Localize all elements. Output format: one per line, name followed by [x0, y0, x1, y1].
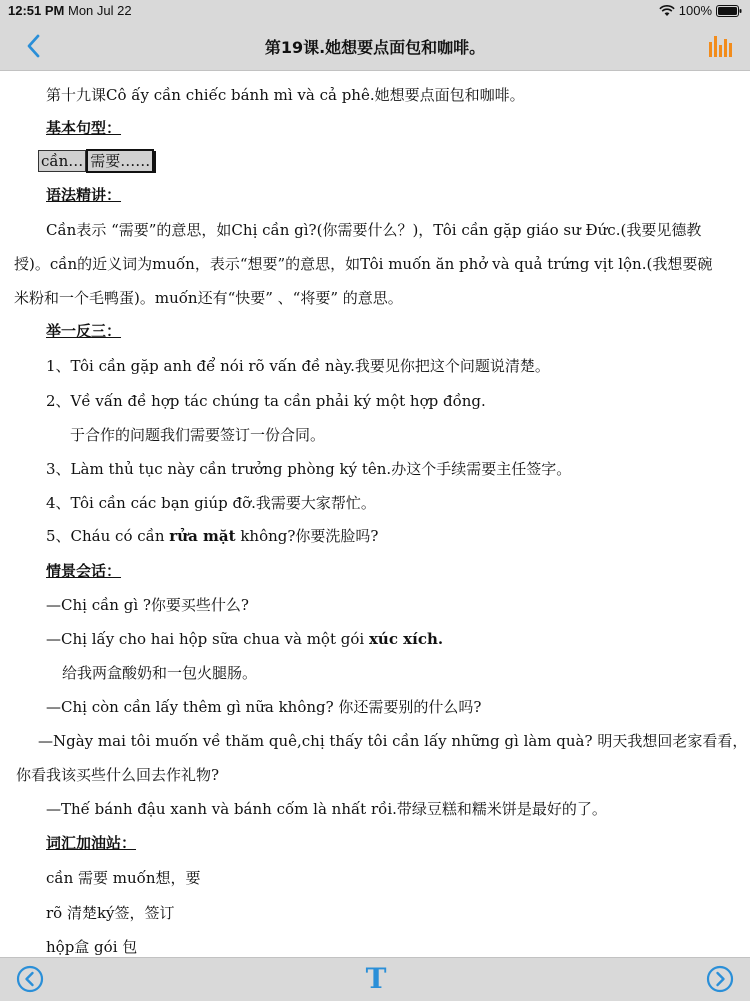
example-1: 1、Tôi cần gặp anh để nói rõ vấn đề này.我要见你把这个问题说清楚。 [46, 357, 550, 375]
dialog-line-2-zh: 给我两盒酸奶和一包火腿肠。 [62, 664, 258, 682]
dialog-line-3: —Chị còn cần lấy thêm gì nữa không? 你还需要别的什么吗? [46, 698, 482, 716]
dialog-line-2-bold: xúc xích. [368, 630, 444, 648]
heading-basic-patterns: 基本句型： [46, 119, 122, 137]
dialog-line-4: —Ngày mai tôi muốn về thăm quê,chị thấy tôi cần lấy những gì làm quà? 明天我想回老家看看， [38, 732, 748, 750]
heading-grammar: 语法精讲： [46, 186, 122, 204]
battery-icon [716, 5, 742, 17]
example-5-post: không?你要洗脸吗? [235, 527, 379, 545]
vocab-line-2: rõ 清楚ký签，签订 [46, 904, 175, 922]
status-time: 12:51 PM [8, 3, 65, 18]
status-date: Mon Jul 22 [68, 3, 132, 18]
example-2-zh: 于合作的问题我们需要签订一份合同。 [70, 426, 326, 444]
grammar-line-2: 授)。cần的近义词为muốn，表示“想要”的意思，如Tôi muốn ăn phở và quả trứng vịt lộn.(我想要碗 [14, 255, 713, 273]
circle-chevron-right-icon [708, 967, 732, 991]
pattern-zh[interactable]: 需要…… [86, 149, 154, 173]
pattern-vi[interactable]: cần… [38, 150, 86, 172]
prev-lesson-button[interactable] [16, 965, 44, 993]
page-title: 第19课.她想要点面包和咖啡。 [264, 38, 486, 57]
wifi-icon [659, 5, 675, 17]
example-3: 3、Làm thủ tục này cần trưởng phòng ký tên.办这个手续需要主任签字。 [46, 460, 572, 478]
status-bar [0, 0, 750, 22]
status-right [659, 3, 742, 18]
bottom-toolbar [0, 957, 750, 1001]
next-lesson-button[interactable] [706, 965, 734, 993]
example-5-pre: 5、Cháu có cần [46, 527, 170, 545]
vocab-line-1: cần 需要 muốn想，要 [46, 869, 201, 887]
heading-vocab: 词汇加油站： [46, 834, 137, 852]
lesson-content[interactable] [0, 71, 750, 957]
dialog-line-4-cont: 你看我该买些什么回去作礼物? [16, 766, 220, 784]
text-cursor [154, 151, 156, 173]
vocab-line-3: hộp盒 gói 包 [46, 938, 138, 956]
dialog-line-2-pre: —Chị lấy cho hai hộp sữa chua và một gói [46, 630, 369, 648]
heading-dialog: 情景会话： [46, 562, 122, 580]
example-5-bold: rửa mặt [169, 527, 236, 545]
dialog-line-2 [46, 623, 443, 656]
bar-chart-icon [709, 36, 732, 57]
sentence-pattern[interactable] [38, 145, 156, 178]
font-settings-button[interactable]: T [365, 962, 387, 995]
example-2-vi: 2、Về vấn đề hợp tác chúng ta cần phải ký một hợp đồng. [46, 392, 486, 410]
example-5 [46, 520, 378, 553]
nav-bar [0, 22, 750, 71]
example-4: 4、Tôi cần các bạn giúp đỡ.我需要大家帮忙。 [46, 494, 376, 512]
chart-button[interactable] [708, 32, 734, 58]
dialog-line-1: —Chị cần gì ?你要买些什么? [46, 596, 249, 614]
dialog-line-5: —Thế bánh đậu xanh và bánh cốm là nhất rồi.带绿豆糕和糯米饼是最好的了。 [46, 800, 607, 818]
lesson-intro: 第十九课Cô ấy cần chiếc bánh mì và cả phê.她想要点面包和咖啡。 [46, 86, 525, 104]
grammar-line-1: Cần表示 “需要”的意思，如Chị cần gì?(你需要什么？)，Tôi cần gặp giáo sư Đức.(我要见德教 [46, 221, 702, 239]
battery-percent: 100% [678, 3, 712, 18]
circle-chevron-left-icon [18, 967, 42, 991]
grammar-line-3: 米粉和一个毛鸭蛋)。muốn还有“快要” 、“将要” 的意思。 [14, 289, 403, 307]
heading-examples: 举一反三： [46, 322, 122, 340]
